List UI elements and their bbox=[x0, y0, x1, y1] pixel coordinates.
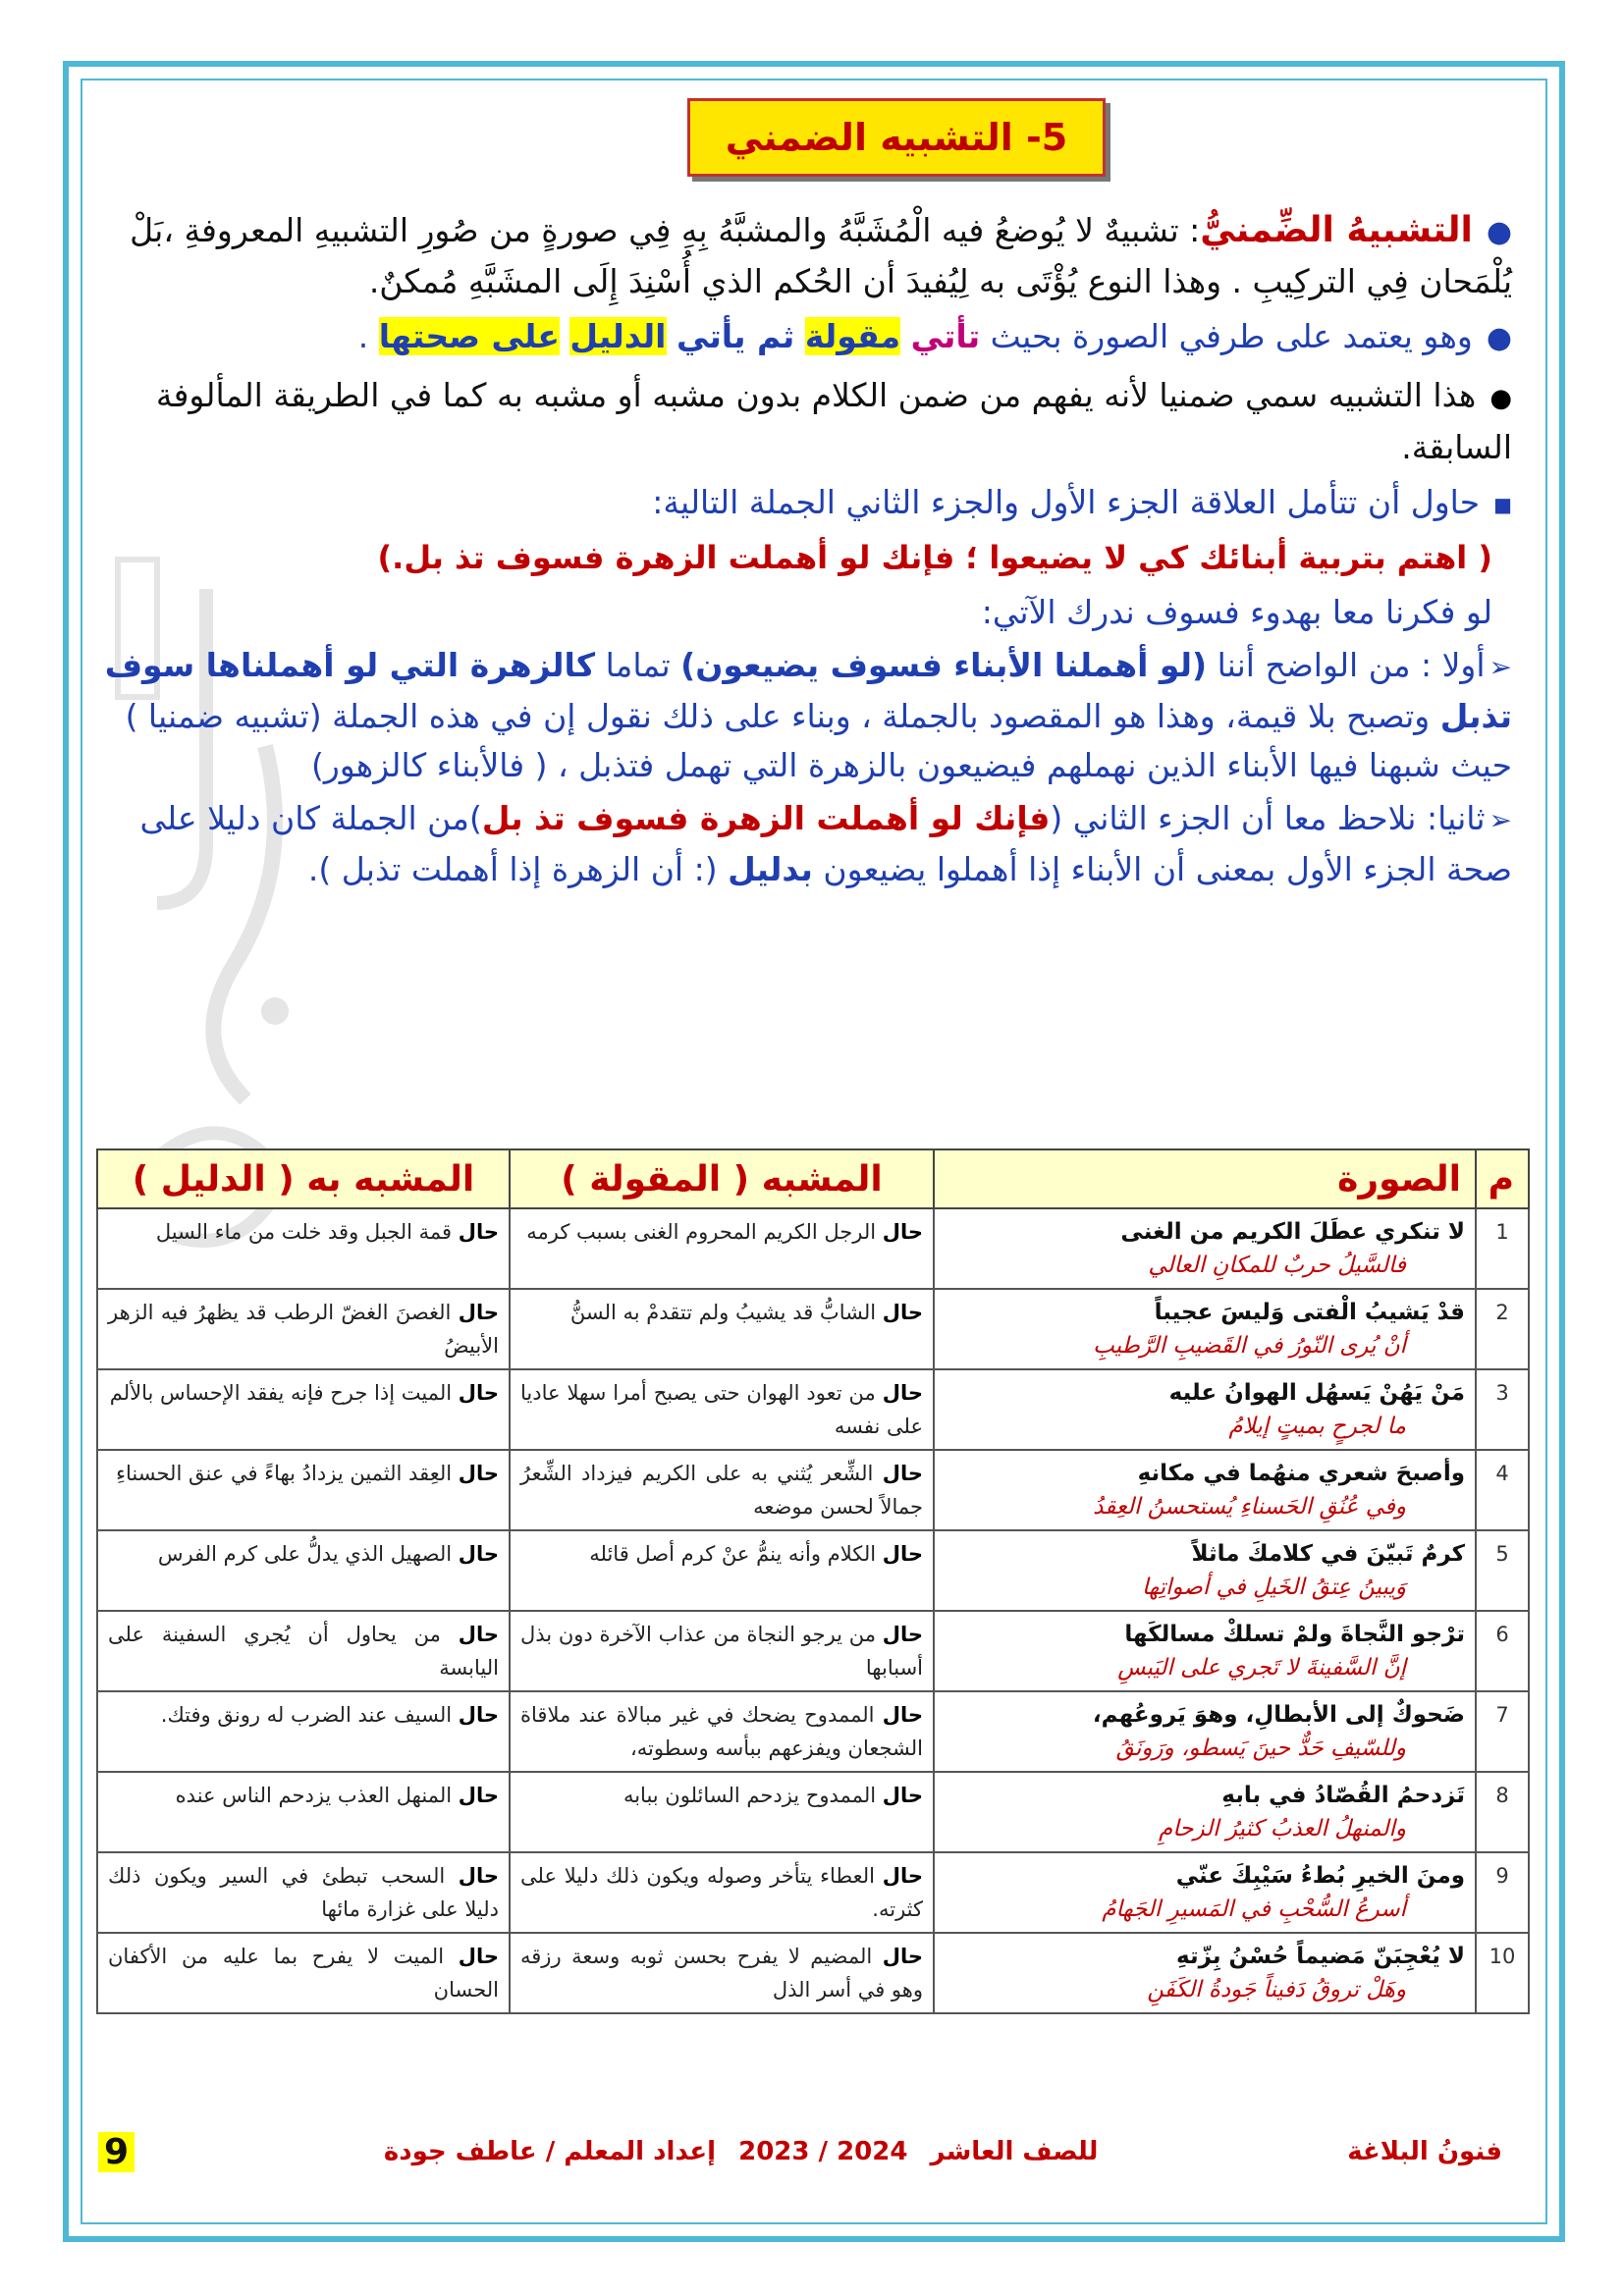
bullet-icon: ● bbox=[1489, 384, 1512, 413]
row-likened: حال العطاء يتأخر وصوله ويكون ذلك دليلا على كثرته. bbox=[510, 1852, 934, 1933]
row-likened: حال الشِّعر يُثني به على الكريم فيزداد الشِّعرُ جمالاً لحسن موضعه bbox=[510, 1450, 934, 1530]
col-likened-to: المشبه به ( الدليل ) bbox=[97, 1149, 510, 1208]
footer bbox=[98, 2122, 1502, 2181]
row-likened: حال الممدوح يزدحم السائلون ببابه bbox=[510, 1772, 934, 1852]
bullet-icon: ● bbox=[1486, 215, 1512, 249]
row-verse: لا تنكري عطَلَ الكريم من الغنى فالسَّيلُ حربٌ للمكانِ العالي bbox=[934, 1208, 1476, 1289]
row-verse: لا يُعْجِبَنّ مَضيماً حُسْنُ بِزّتهِ وهَلْ تروقُ دَفيناً جَودةُ الكَفَنِ bbox=[934, 1933, 1476, 2013]
arrow-icon: ➢ bbox=[1489, 650, 1512, 683]
row-verse: قدْ يَشيبُ الْفتى وَليسَ عجيباً أنْ يُرى النّورُ في القَضيبِ الرَّطيبِ bbox=[934, 1289, 1476, 1369]
row-likened-to: حال الصهيل الذي يدلُّ على كرم الفرس bbox=[97, 1530, 510, 1611]
row-likened-to: حال السحب تبطئ في السير ويكون ذلك دليلا على غزارة مائها bbox=[97, 1852, 510, 1933]
row-likened-to: حال المنهل العذب يزدحم الناس عنده bbox=[97, 1772, 510, 1852]
square-bullet-icon: ■ bbox=[1493, 492, 1512, 516]
page-title: 5- التشبيه الضمني bbox=[687, 98, 1106, 177]
row-verse: كرمٌ تَبيّنَ في كلامكَ ماثلاً وَيبينُ عِتقُ الخَيلِ في أصواتِها bbox=[934, 1530, 1476, 1611]
table-header-row bbox=[97, 1149, 1529, 1208]
row-number: 9 bbox=[1476, 1852, 1529, 1933]
row-number: 8 bbox=[1476, 1772, 1529, 1852]
table-row bbox=[97, 1289, 1529, 1369]
row-verse: تَزدحمُ القُصّادُ في بابهِ والمنهلُ العذبُ كثيرُ الزحامِ bbox=[934, 1772, 1476, 1852]
definition-term: التشبيهُ الضِّمنيُّ bbox=[1200, 210, 1473, 250]
row-verse: ترْجو النَّجاةَ ولمْ تسلكْ مسالكَها إنَّ السَّفينةَ لا تَجري على اليَبسِ bbox=[934, 1611, 1476, 1691]
row-number: 7 bbox=[1476, 1691, 1529, 1772]
reliance-paragraph: ●وهو يعتمد على طرفي الصورة بحيث تأتي مقولة ثم يأتي الدليل على صحتها . bbox=[98, 312, 1512, 363]
content bbox=[98, 206, 1512, 894]
table-row bbox=[97, 1852, 1529, 1933]
row-likened: حال المضيم لا يفرح بحسن ثوبه وسعة رزقه وهو في أسر الذل bbox=[510, 1933, 934, 2013]
row-likened: حال الكلام وأنه ينمُّ عنْ كرم أصل قائله bbox=[510, 1530, 934, 1611]
table-row bbox=[97, 1369, 1529, 1450]
row-likened-to: حال السيف عند الضرب له رونق وفتك. bbox=[97, 1691, 510, 1772]
col-image: الصورة bbox=[934, 1149, 1476, 1208]
definition-paragraph bbox=[98, 206, 1512, 306]
page-number: 9 bbox=[98, 2132, 135, 2172]
table-row bbox=[97, 1450, 1529, 1530]
table-row bbox=[97, 1691, 1529, 1772]
table-row bbox=[97, 1530, 1529, 1611]
row-likened-to: حال قمة الجبل وقد خلت من ماء السيل bbox=[97, 1208, 510, 1289]
first-point: ➢أولا : من الواضح أننا (لو أهملنا الأبناء فسوف يضيعون) تماما كالزهرة التي لو أهملناها سوف تذبل وتصبح بلا قيمة، وهذا هو المقصود بالجملة ، وبناء على ذلك نقول إن في هذه الجملة (تشبيه ضمنيا ) حيث شبهنا فيها الأبناء الذين نهملهم فيضيعون بالزهرة التي تهمل فتذبل ، ( فالأبناء كالزهور) bbox=[104, 645, 1512, 784]
row-likened-to: حال الميت لا يفرح بما عليه من الأكفان الحسان bbox=[97, 1933, 510, 2013]
think-paragraph: لو فكرنا معا بهدوء فسوف ندرك الآتي: bbox=[981, 592, 1492, 631]
row-likened-to: حال من يحاول أن يُجري السفينة على اليابسة bbox=[97, 1611, 510, 1691]
row-verse: ضَحوكٌ إلى الأبطالِ، وهوَ يَروعُهم، وللسّيفِ حَدٌّ حينَ يَسطو، ورَونَقُ bbox=[934, 1691, 1476, 1772]
col-likened: المشبه ( المقولة ) bbox=[510, 1149, 934, 1208]
row-number: 1 bbox=[1476, 1208, 1529, 1289]
row-number: 2 bbox=[1476, 1289, 1529, 1369]
row-likened-to: حال الميت إذا جرح فإنه يفقد الإحساس بالألم bbox=[97, 1369, 510, 1450]
bullet-icon: ● bbox=[1486, 321, 1512, 355]
example-sentence: ( اهتم بتربية أبنائك كي لا يضيعوا ؛ فإنك لو أهملت الزهرة فسوف تذ بل.) bbox=[377, 538, 1492, 576]
naming-paragraph: ●هذا التشبيه سمي ضمنيا لأنه يفهم من ضمن الكلام بدون مشبه أو مشبه به كما في الطريقة المألوفة السابقة. bbox=[155, 376, 1512, 466]
table-row bbox=[97, 1772, 1529, 1852]
row-verse: مَنْ يَهُنْ يَسهُل الهوانُ عليه ما لجرحٍ بميتٍ إيلامُ bbox=[934, 1369, 1476, 1450]
row-number: 3 bbox=[1476, 1369, 1529, 1450]
row-likened-to: حال الغصنَ الغضّ الرطب قد يظهرُ فيه الزهر الأبيضُ bbox=[97, 1289, 510, 1369]
row-number: 6 bbox=[1476, 1611, 1529, 1691]
try-paragraph: ■حاول أن تتأمل العلاقة الجزء الأول والجزء الثاني الجملة التالية: bbox=[98, 478, 1512, 529]
footer-credits: للصف العاشر 2023 / 2024 إعداد المعلم / عاطف جودة bbox=[383, 2137, 1099, 2166]
row-number: 4 bbox=[1476, 1450, 1529, 1530]
row-number: 10 bbox=[1476, 1933, 1529, 2013]
row-likened: حال من تعود الهوان حتى يصبح أمرا سهلا عاديا على نفسه bbox=[510, 1369, 934, 1450]
table-row bbox=[97, 1208, 1529, 1289]
row-likened-to: حال العِقد الثمين يزدادُ بهاءً في عنق الحسناءِ bbox=[97, 1450, 510, 1530]
col-number: م bbox=[1476, 1149, 1529, 1208]
arrow-icon: ➢ bbox=[1489, 803, 1512, 836]
row-likened: حال الشابُّ قد يشيبُ ولم تتقدمْ به السنُّ bbox=[510, 1289, 934, 1369]
row-likened: حال الممدوح يضحك في غير مبالاة عند ملاقاة الشجعان ويفزعهم ببأسه وسطوته، bbox=[510, 1691, 934, 1772]
examples-table bbox=[96, 1148, 1530, 2014]
row-likened: حال من يرجو النجاة من عذاب الآخرة دون بذل أسبابها bbox=[510, 1611, 934, 1691]
row-verse: وأصبحَ شعري منهُما في مكانهِ وفي عُنُقِ الحَسناءِ يُستحسنُ العِقدُ bbox=[934, 1450, 1476, 1530]
table-row bbox=[97, 1611, 1529, 1691]
footer-subject: فنونُ البلاغة bbox=[1347, 2137, 1502, 2166]
definition-text: : تشبيهٌ لا يُوضعُ فيه الْمُشَبَّهُ والمشبَّهُ بِهِ فِي صورةٍ من صُورِ التشبيهِ المعروفةِ ،بَلْ يُلْمَحان فِي التركِيبِ . وهذا النوع يُؤْتَى به لِيُفيدَ أن الحُكم الذي أُسْنِدَ إِلَى المشَبَّهِ مُمكنٌ. bbox=[130, 211, 1512, 300]
row-number: 5 bbox=[1476, 1530, 1529, 1611]
row-likened: حال الرجل الكريم المحروم الغنى بسبب كرمه bbox=[510, 1208, 934, 1289]
table-row bbox=[97, 1933, 1529, 2013]
second-point: ➢ثانيا: نلاحظ معا أن الجزء الثاني (فإنك لو أهملت الزهرة فسوف تذ بل)من الجملة كان دليلا على صحة الجزء الأول بمعنى أن الأبناء إذا أهملوا يضيعون بدليل (: أن الزهرة إذا أهملت تذبل ). bbox=[139, 798, 1512, 888]
row-verse: ومنَ الخيرِ بُطءُ سَيْبِكَ عنّي أسرعُ السُّحْبِ في المَسيرِ الجَهامُ bbox=[934, 1852, 1476, 1933]
